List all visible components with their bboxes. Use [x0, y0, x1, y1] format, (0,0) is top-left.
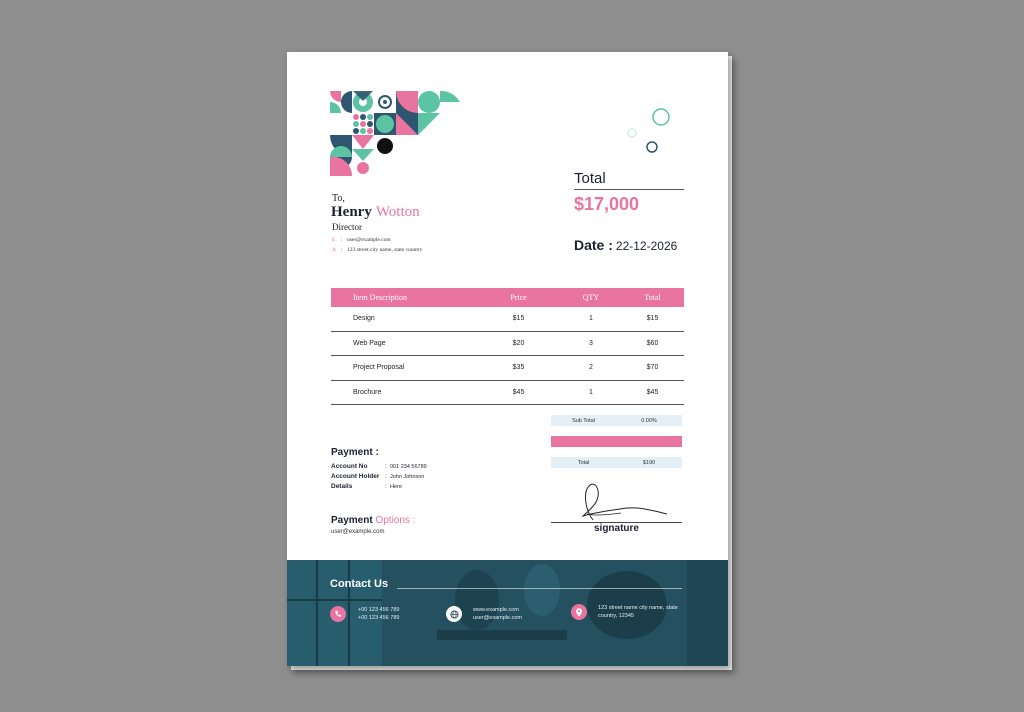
grand-total-value: $190: [642, 459, 656, 466]
items-table: [331, 288, 684, 405]
address-key: A: [332, 247, 336, 253]
payment-title: Payment :: [331, 447, 379, 458]
cell-total: $70: [646, 364, 659, 372]
phone-line: +00 123 456 789: [358, 607, 400, 613]
contact-us-title: Contact Us: [330, 578, 389, 590]
client-email-line: E : user@example.com: [332, 237, 391, 243]
web-lines: [473, 606, 522, 622]
cell-qty: 1: [589, 388, 593, 396]
payment-label: Account Holder: [331, 473, 380, 480]
address-lines: [598, 604, 678, 620]
cell-qty: 2: [589, 364, 593, 372]
cell-price: $15: [512, 315, 525, 323]
contact-divider: [397, 588, 682, 589]
payment-label: Account No: [331, 463, 368, 470]
cell-description: Project Proposal: [353, 364, 405, 372]
grand-total-label: Total: [577, 459, 590, 466]
payment-value: Here: [390, 484, 402, 490]
payment-value: John Johnson: [390, 474, 425, 480]
grand-total-box: [551, 457, 682, 468]
cell-price: $35: [512, 364, 525, 372]
subtotal-label: Sub Total: [572, 417, 595, 424]
payment-value: 001 234 56789: [390, 464, 427, 470]
subtotal-box: [551, 415, 682, 426]
table-row: [331, 332, 684, 357]
table-row: [331, 356, 684, 381]
header-total: Total: [644, 293, 661, 302]
payment-label: Details: [331, 483, 353, 490]
total-divider: [574, 189, 684, 190]
cell-price: $20: [512, 339, 525, 347]
client-address-line: A : 123 street city name, state country: [332, 247, 423, 253]
accent-bar: [551, 436, 682, 447]
client-first-name: Henry: [331, 204, 372, 220]
table-row: [331, 307, 684, 332]
email-key: E: [332, 237, 336, 243]
invoice-page: [287, 52, 728, 666]
date-row: [574, 237, 677, 253]
client-name: [331, 204, 420, 221]
header-qty: QTY: [582, 293, 600, 302]
subtotal-value: 0.00%: [641, 417, 657, 424]
date-value: 22-12-2026: [615, 239, 678, 253]
total-label: Total: [574, 170, 606, 187]
cell-qty: 1: [589, 315, 593, 323]
date-label: Date :: [574, 237, 613, 253]
contact-footer: [287, 560, 728, 666]
decorative-circles: [622, 102, 682, 157]
signature-label: signature: [593, 523, 639, 534]
phone-line: +00 123 456 789: [358, 615, 400, 621]
phone-lines: [358, 606, 399, 622]
cell-description: Design: [353, 315, 375, 323]
footer-email: user@example.com: [473, 615, 522, 621]
table-row: [331, 381, 684, 406]
website: www.example.com: [473, 607, 519, 613]
web-icon: [446, 606, 462, 622]
client-role: Director: [332, 222, 362, 232]
payment-row-account-holder: Account Holder : John Johnson: [331, 473, 425, 480]
cell-price: $45: [512, 388, 525, 396]
location-pin-icon: [571, 604, 587, 620]
payment-options-accent: Options :: [375, 515, 416, 526]
cell-total: $45: [646, 388, 659, 396]
cell-total: $15: [646, 315, 659, 323]
to-label: To,: [332, 193, 345, 204]
client-email: user@example.com: [347, 237, 391, 243]
client-address: 123 street city name, state country: [347, 247, 423, 253]
phone-icon: [330, 606, 346, 622]
geometric-pattern-logo: [330, 91, 460, 176]
header-item-description: Item Description: [353, 293, 407, 302]
payment-options-label: Payment: [331, 515, 373, 526]
client-last-name: Wotton: [375, 204, 420, 220]
payment-options-title: [331, 515, 416, 526]
cell-description: Brochure: [353, 388, 382, 396]
signature-scribble: [567, 482, 677, 522]
address-line: 123 street name city name, state: [598, 605, 678, 611]
address-line: country, 12345: [598, 613, 634, 619]
payment-options-email: user@example.com: [331, 529, 385, 535]
total-amount: $17,000: [574, 194, 640, 214]
cell-description: Web Page: [353, 339, 386, 347]
header-price: Price: [510, 293, 527, 302]
payment-row-account-no: Account No : 001 234 56789: [331, 463, 427, 470]
cell-total: $60: [646, 339, 659, 347]
payment-row-details: Details : Here: [331, 483, 402, 490]
cell-qty: 3: [589, 339, 593, 347]
table-header: [331, 288, 684, 307]
